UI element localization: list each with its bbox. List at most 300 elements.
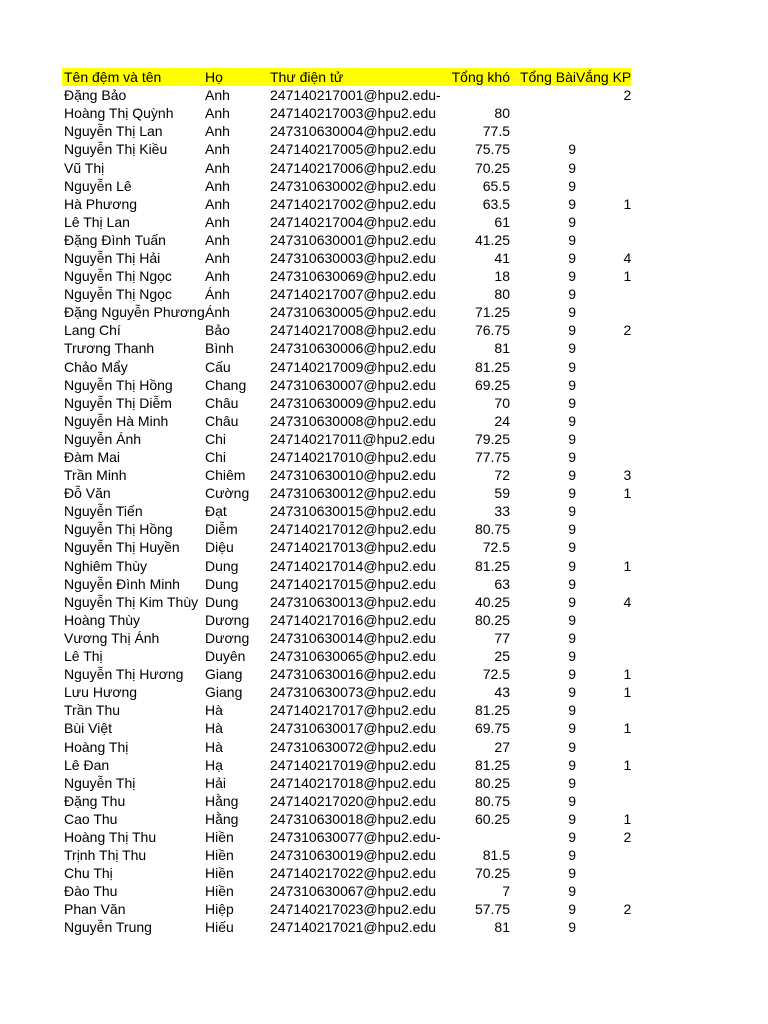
cell-total-assignments[interactable]: 9 [568,503,576,520]
table-row [62,846,631,864]
cell-email[interactable]: 247140217009@hpu2.edu [270,358,437,375]
table-row [62,339,631,357]
cell-total-difficulty[interactable]: 81.5 [482,847,510,864]
cell-email[interactable]: 247310630004@hpu2.edu [270,123,437,140]
cell-first-name[interactable]: Nguyễn Tiến [64,503,143,520]
cell-absences[interactable]: 1 [623,684,632,701]
cell-total-difficulty[interactable]: 25 [494,648,510,665]
cell-absences[interactable]: 4 [623,249,632,266]
cell-first-name[interactable]: Lê Thị [64,648,103,665]
cell-total-difficulty[interactable]: 41.25 [474,231,510,248]
cell-total-assignments[interactable]: 9 [568,231,576,248]
cell-email[interactable]: 247310630010@hpu2.edu [270,467,437,484]
cell-total-difficulty[interactable]: 77.5 [482,123,510,140]
cell-total-assignments[interactable]: 9 [568,539,576,556]
cell-last-name[interactable]: Anh [205,268,230,285]
cell-total-difficulty[interactable]: 7 [502,883,510,900]
cell-last-name[interactable]: Anh [205,231,230,248]
cell-total-difficulty[interactable]: 81.25 [474,358,510,375]
table-row [62,484,631,502]
cell-email[interactable]: 247140217005@hpu2.edu [270,141,437,158]
cell-absences[interactable] [576,303,631,321]
cell-email[interactable]: 247140217020@hpu2.edu [270,792,437,809]
cell-last-name[interactable]: Anh [205,123,230,140]
cell-total-difficulty[interactable]: 80.25 [474,774,510,791]
cell-total-assignments[interactable]: 9 [568,195,576,212]
cell-last-name[interactable]: Diệu [205,539,234,556]
cell-last-name[interactable]: Cường [205,485,250,502]
cell-first-name[interactable]: Nguyễn Hà Minh [64,412,169,429]
cell-email[interactable]: 247310630003@hpu2.edu [270,249,437,266]
cell-email[interactable]: 247310630007@hpu2.edu [270,376,437,393]
cell-email[interactable]: 247310630008@hpu2.edu [270,412,437,429]
cell-last-name[interactable]: Dung [205,593,239,610]
cell-total-difficulty[interactable]: 59 [494,485,510,502]
table-row [62,321,631,339]
cell-total-assignments[interactable]: 9 [568,648,576,665]
cell-total-difficulty[interactable]: 71.25 [474,304,510,321]
cell-total-difficulty[interactable]: 27 [494,738,510,755]
cell-last-name[interactable]: Hải [205,774,227,791]
cell-last-name[interactable]: Chang [205,376,247,393]
cell-email[interactable]: 247310630002@hpu2.edu [270,177,437,194]
table-row [62,520,631,538]
cell-email[interactable]: 247310630015@hpu2.edu [270,503,437,520]
cell-first-name[interactable]: Nguyễn Thị Kiều [64,141,168,158]
cell-total-difficulty[interactable]: 70.25 [474,159,510,176]
cell-absences[interactable]: 1 [623,756,632,773]
cell-email[interactable]: 247140217015@hpu2.edu [270,575,437,592]
cell-email[interactable]: 247310630001@hpu2.edu [270,231,437,248]
header-cell-absences[interactable]: Vắng KP [576,69,632,86]
cell-total-difficulty[interactable]: 41 [494,249,510,266]
cell-last-name[interactable]: Hà [205,702,223,719]
cell-total-assignments[interactable]: 9 [568,304,576,321]
cell-total-difficulty[interactable]: 43 [494,684,510,701]
cell-total-difficulty[interactable] [449,828,510,846]
cell-email[interactable]: 247140217019@hpu2.edu [270,756,437,773]
cell-total-difficulty[interactable]: 33 [494,503,510,520]
cell-first-name[interactable]: Đàm Mai [64,449,121,466]
cell-first-name[interactable]: Lê Đan [64,756,110,773]
cell-email[interactable]: 247310630072@hpu2.edu [270,738,437,755]
cell-total-assignments[interactable]: 9 [568,449,576,466]
cell-first-name[interactable]: Nghiêm Thùy [64,557,148,574]
cell-absences[interactable] [576,430,631,448]
cell-first-name[interactable]: Nguyễn Thị Hải [64,249,161,266]
cell-absences[interactable] [576,864,631,882]
cell-first-name[interactable]: Lưu Hương [64,684,138,701]
cell-last-name[interactable]: Hiền [205,865,234,882]
cell-total-assignments[interactable]: 9 [568,611,576,628]
cell-total-difficulty[interactable]: 81 [494,919,510,936]
cell-absences[interactable] [576,448,631,466]
cell-email[interactable]: 247140217003@hpu2.edu [270,105,437,122]
cell-email[interactable]: 247140217008@hpu2.edu [270,322,437,339]
cell-email[interactable]: 247310630013@hpu2.edu [270,593,437,610]
cell-total-assignments[interactable]: 9 [568,322,576,339]
cell-total-difficulty[interactable]: 70.25 [474,865,510,882]
cell-email[interactable]: 247140217023@hpu2.edu [270,901,437,918]
cell-last-name[interactable]: Hằng [205,810,239,827]
cell-email[interactable]: 247310630016@hpu2.edu [270,666,437,683]
cell-total-difficulty[interactable]: 81.25 [474,756,510,773]
cell-first-name[interactable]: Đặng Đình Tuấn [64,231,166,248]
cell-absences[interactable]: 1 [623,195,632,212]
cell-first-name[interactable]: Nguyễn Thị Diễm [64,394,172,411]
cell-total-assignments[interactable]: 9 [568,159,576,176]
cell-absences[interactable] [576,575,631,593]
cell-last-name[interactable]: Dung [205,575,239,592]
cell-total-assignments[interactable]: 9 [568,666,576,683]
cell-first-name[interactable]: Chu Thị [64,865,113,882]
cell-last-name[interactable]: Ánh [205,304,230,321]
cell-first-name[interactable]: Trịnh Thị Thu [64,847,147,864]
table-row [62,683,631,701]
cell-total-assignments[interactable]: 9 [568,249,576,266]
cell-absences[interactable] [576,774,631,792]
cell-absences[interactable] [576,611,631,629]
cell-total-difficulty[interactable]: 75.75 [474,141,510,158]
cell-first-name[interactable]: Hoàng Thị [64,738,129,755]
cell-last-name[interactable]: Giang [205,684,243,701]
cell-total-difficulty[interactable]: 61 [494,213,510,230]
cell-last-name[interactable]: Cấu [205,358,231,375]
cell-last-name[interactable]: Bảo [205,322,230,339]
cell-first-name[interactable]: Nguyễn Thị Kim Thùy [64,593,199,610]
cell-last-name[interactable]: Hiền [205,847,234,864]
cell-total-assignments[interactable]: 9 [568,738,576,755]
cell-first-name[interactable]: Vũ Thị [64,159,105,176]
cell-absences[interactable]: 2 [623,87,632,104]
table-row [62,376,631,394]
cell-first-name[interactable]: Trương Thanh [64,340,155,357]
cell-absences[interactable] [576,177,631,195]
cell-total-difficulty[interactable]: 77 [494,629,510,646]
cell-email[interactable]: 247140217002@hpu2.edu [270,195,437,212]
cell-last-name[interactable]: Anh [205,195,230,212]
cell-first-name[interactable]: Nguyễn Đình Minh [64,575,180,592]
cell-first-name[interactable]: Nguyễn Thị Ngọc [64,268,172,285]
cell-total-assignments[interactable]: 9 [568,575,576,592]
cell-total-difficulty[interactable]: 81.25 [474,557,510,574]
cell-email[interactable]: 247310630065@hpu2.edu [270,648,437,665]
cell-total-assignments[interactable]: 9 [568,792,576,809]
cell-last-name[interactable]: Hiền [205,828,234,845]
cell-total-assignments[interactable] [510,104,576,122]
cell-last-name[interactable]: Anh [205,159,230,176]
table-row [62,358,631,376]
cell-total-difficulty[interactable]: 80.75 [474,792,510,809]
cell-first-name[interactable]: Hoàng Thị Quỳnh [64,105,174,122]
cell-email[interactable]: 247140217014@hpu2.edu [270,557,437,574]
cell-email[interactable]: 247140217007@hpu2.edu [270,286,437,303]
cell-first-name[interactable]: Bùi Việt [64,720,112,737]
cell-last-name[interactable]: Ánh [205,286,230,303]
cell-email[interactable]: 247310630077@hpu2.edu- [270,828,441,845]
cell-absences[interactable]: 1 [623,268,632,285]
cell-absences[interactable] [576,918,631,936]
cell-email[interactable]: 247140217004@hpu2.edu [270,213,437,230]
header-cell-total-difficulty[interactable]: Tổng khó [449,68,510,86]
cell-email[interactable]: 247310630009@hpu2.edu [270,394,437,411]
cell-last-name[interactable]: Dung [205,557,239,574]
header-cell-total-assignments[interactable]: Tổng Bài [510,68,576,86]
cell-last-name[interactable]: Anh [205,213,230,230]
cell-first-name[interactable]: Nguyễn Thị [64,774,136,791]
cell-first-name[interactable]: Đỗ Văn [64,485,111,502]
cell-absences[interactable] [576,358,631,376]
cell-last-name[interactable]: Hà [205,720,223,737]
cell-first-name[interactable]: Nguyễn Thị Hương [64,666,184,683]
cell-absences[interactable] [576,882,631,900]
cell-absences[interactable] [576,285,631,303]
cell-email[interactable]: 247310630006@hpu2.edu [270,340,437,357]
cell-total-difficulty[interactable]: 81 [494,340,510,357]
cell-email[interactable]: 247140217006@hpu2.edu [270,159,437,176]
cell-last-name[interactable]: Hà [205,738,223,755]
cell-absences[interactable]: 1 [623,557,632,574]
cell-first-name[interactable]: Nguyễn Thị Huyền [64,539,180,556]
cell-total-difficulty[interactable]: 60.25 [474,810,510,827]
cell-absences[interactable] [576,629,631,647]
cell-absences[interactable] [576,158,631,176]
cell-last-name[interactable]: Duyên [205,648,246,665]
cell-total-assignments[interactable]: 9 [568,865,576,882]
cell-email[interactable]: 247140217022@hpu2.edu [270,865,437,882]
cell-total-difficulty[interactable]: 63 [494,575,510,592]
header-cell-first-name[interactable]: Tên đệm và tên [62,68,205,86]
cell-first-name[interactable]: Trần Minh [64,467,127,484]
cell-first-name[interactable]: Nguyễn Trung [64,919,152,936]
cell-first-name[interactable]: Trần Thu [64,702,121,719]
cell-total-assignments[interactable]: 9 [568,177,576,194]
cell-first-name[interactable]: Nguyễn Thị Hồng [64,521,173,538]
cell-total-difficulty[interactable]: 24 [494,412,510,429]
cell-total-assignments[interactable]: 9 [568,521,576,538]
cell-absences[interactable] [576,502,631,520]
cell-first-name[interactable]: Nguyễn Lê [64,177,132,194]
cell-email[interactable]: 247140217010@hpu2.edu [270,449,437,466]
cell-last-name[interactable]: Bình [205,340,234,357]
table-row [62,394,631,412]
cell-total-assignments[interactable]: 9 [568,286,576,303]
cell-total-difficulty[interactable]: 79.25 [474,430,510,447]
cell-email[interactable]: 247140217011@hpu2.edu [270,430,435,447]
cell-first-name[interactable]: Nguyễn Thị Hồng [64,376,173,393]
cell-absences[interactable] [576,104,631,122]
cell-email[interactable]: 247140217012@hpu2.edu [270,521,437,538]
cell-absences[interactable] [576,647,631,665]
cell-email[interactable]: 247140217013@hpu2.edu [270,539,437,556]
cell-total-assignments[interactable]: 9 [568,376,576,393]
cell-total-assignments[interactable]: 9 [568,702,576,719]
cell-absences[interactable] [576,231,631,249]
cell-total-difficulty[interactable]: 57.75 [474,901,510,918]
header-cell-email[interactable]: Thư điện tử [270,68,449,86]
cell-absences[interactable] [576,846,631,864]
cell-total-difficulty[interactable]: 69.25 [474,376,510,393]
cell-total-difficulty[interactable]: 70 [494,394,510,411]
cell-first-name[interactable]: Nguyễn Ánh [64,430,142,447]
cell-absences[interactable] [576,122,631,140]
cell-last-name[interactable]: Dương [205,611,250,628]
cell-email[interactable]: 247310630069@hpu2.edu [270,268,437,285]
cell-total-assignments[interactable]: 9 [568,358,576,375]
cell-first-name[interactable]: Hà Phương [64,195,138,212]
header-cell-last-name[interactable]: Họ [205,68,270,86]
cell-absences[interactable]: 2 [623,901,632,918]
cell-absences[interactable]: 1 [623,485,632,502]
cell-absences[interactable]: 1 [623,810,632,827]
cell-last-name[interactable]: Hiền [205,883,234,900]
cell-total-assignments[interactable]: 9 [568,901,576,918]
cell-first-name[interactable]: Hoàng Thị Thu [64,828,157,845]
cell-last-name[interactable]: Đạt [205,503,227,520]
cell-last-name[interactable]: Hiệp [205,901,234,918]
cell-total-difficulty[interactable]: 72.5 [482,666,510,683]
cell-total-difficulty[interactable]: 80 [494,105,510,122]
cell-first-name[interactable]: Lê Thị Lan [64,213,130,230]
cell-first-name[interactable]: Hoàng Thùy [64,611,141,628]
cell-total-difficulty[interactable]: 72.5 [482,539,510,556]
cell-total-difficulty[interactable]: 77.75 [474,449,510,466]
cell-email[interactable]: 247310630017@hpu2.edu [270,720,437,737]
cell-total-assignments[interactable]: 9 [568,141,576,158]
cell-last-name[interactable]: Anh [205,249,230,266]
cell-last-name[interactable]: Chi [205,449,227,466]
cell-total-assignments[interactable]: 9 [568,828,576,845]
cell-email[interactable]: 247310630014@hpu2.edu [270,629,437,646]
cell-absences[interactable]: 2 [623,828,632,845]
cell-first-name[interactable]: Lang Chí [64,322,121,339]
cell-total-difficulty[interactable]: 18 [494,268,510,285]
cell-first-name[interactable]: Đặng Nguyễn Phương [64,304,205,321]
cell-total-assignments[interactable]: 9 [568,340,576,357]
cell-last-name[interactable]: Anh [205,105,230,122]
cell-last-name[interactable]: Hằng [205,792,239,809]
cell-last-name[interactable]: Hạ [205,756,223,773]
cell-absences[interactable] [576,394,631,412]
cell-email[interactable]: 247140217018@hpu2.edu [270,774,437,791]
cell-total-assignments[interactable]: 9 [568,593,576,610]
cell-total-assignments[interactable]: 9 [568,485,576,502]
cell-last-name[interactable]: Châu [205,412,239,429]
cell-total-assignments[interactable] [510,86,576,104]
cell-absences[interactable] [576,213,631,231]
cell-email[interactable]: 247310630018@hpu2.edu [270,810,437,827]
cell-last-name[interactable]: Diễm [205,521,238,538]
cell-absences[interactable] [576,412,631,430]
cell-total-difficulty[interactable]: 76.75 [474,322,510,339]
cell-last-name[interactable]: Anh [205,177,230,194]
cell-email[interactable]: 247140217001@hpu2.edu- [270,87,441,104]
cell-first-name[interactable]: Cao Thu [64,810,118,827]
cell-first-name[interactable]: Vương Thị Ánh [64,629,160,646]
cell-total-assignments[interactable]: 9 [568,684,576,701]
cell-email[interactable]: 247310630005@hpu2.edu [270,304,437,321]
cell-total-assignments[interactable]: 9 [568,774,576,791]
cell-last-name[interactable]: Chi [205,430,227,447]
cell-first-name[interactable]: Đào Thu [64,883,118,900]
cell-absences[interactable] [576,792,631,810]
cell-first-name[interactable]: Chảo Mẩy [64,358,128,375]
cell-total-difficulty[interactable] [449,86,510,104]
cell-absences[interactable]: 1 [623,720,632,737]
cell-total-assignments[interactable]: 9 [568,467,576,484]
cell-email[interactable]: 247140217017@hpu2.edu [270,702,437,719]
cell-total-difficulty[interactable]: 80 [494,286,510,303]
cell-email[interactable]: 247310630073@hpu2.edu [270,684,437,701]
cell-absences[interactable] [576,339,631,357]
cell-total-assignments[interactable]: 9 [568,919,576,936]
cell-total-assignments[interactable]: 9 [568,847,576,864]
cell-total-assignments[interactable]: 9 [568,557,576,574]
cell-last-name[interactable]: Chiêm [205,467,246,484]
cell-last-name[interactable]: Anh [205,141,230,158]
cell-total-difficulty[interactable]: 63.5 [482,195,510,212]
cell-last-name[interactable]: Dương [205,629,250,646]
cell-email[interactable]: 247310630012@hpu2.edu [270,485,437,502]
cell-absences[interactable] [576,376,631,394]
cell-absences[interactable]: 2 [623,322,632,339]
cell-absences[interactable]: 4 [623,593,632,610]
cell-total-assignments[interactable]: 9 [568,213,576,230]
cell-first-name[interactable]: Đặng Thu [64,792,126,809]
cell-total-assignments[interactable]: 9 [568,883,576,900]
cell-total-assignments[interactable] [510,122,576,140]
cell-first-name[interactable]: Nguyễn Thị Ngọc [64,286,172,303]
cell-email[interactable]: 247310630019@hpu2.edu [270,847,437,864]
cell-absences[interactable] [576,538,631,556]
cell-total-assignments[interactable]: 9 [568,720,576,737]
cell-absences[interactable]: 1 [623,666,632,683]
cell-total-assignments[interactable]: 9 [568,430,576,447]
cell-total-assignments[interactable]: 9 [568,268,576,285]
cell-total-assignments[interactable]: 9 [568,629,576,646]
cell-absences[interactable] [576,140,631,158]
cell-absences[interactable] [576,520,631,538]
cell-first-name[interactable]: Đặng Bảo [64,87,127,104]
cell-first-name[interactable]: Phan Văn [64,901,126,918]
cell-last-name[interactable]: Giang [205,666,243,683]
cell-email[interactable]: 247140217016@hpu2.edu [270,611,437,628]
cell-total-difficulty[interactable]: 81.25 [474,702,510,719]
cell-total-difficulty[interactable]: 80.75 [474,521,510,538]
cell-total-assignments[interactable]: 9 [568,394,576,411]
table-row [62,303,631,321]
cell-email[interactable]: 247140217021@hpu2.edu [270,919,437,936]
cell-total-difficulty[interactable]: 80.25 [474,611,510,628]
cell-total-assignments[interactable]: 9 [568,810,576,827]
cell-absences[interactable] [576,701,631,719]
cell-total-assignments[interactable]: 9 [568,412,576,429]
cell-last-name[interactable]: Châu [205,394,239,411]
table-row [62,810,631,828]
cell-total-difficulty[interactable]: 40.25 [474,593,510,610]
cell-total-difficulty[interactable]: 65.5 [482,177,510,194]
cell-last-name[interactable]: Anh [205,87,230,104]
cell-email[interactable]: 247310630067@hpu2.edu [270,883,437,900]
cell-total-difficulty[interactable]: 69.75 [474,720,510,737]
cell-absences[interactable] [576,737,631,755]
cell-absences[interactable]: 3 [623,467,632,484]
cell-total-assignments[interactable]: 9 [568,756,576,773]
cell-first-name[interactable]: Nguyễn Thị Lan [64,123,163,140]
cell-total-difficulty[interactable]: 72 [494,467,510,484]
cell-last-name[interactable]: Hiếu [205,919,234,936]
table-row [62,629,631,647]
